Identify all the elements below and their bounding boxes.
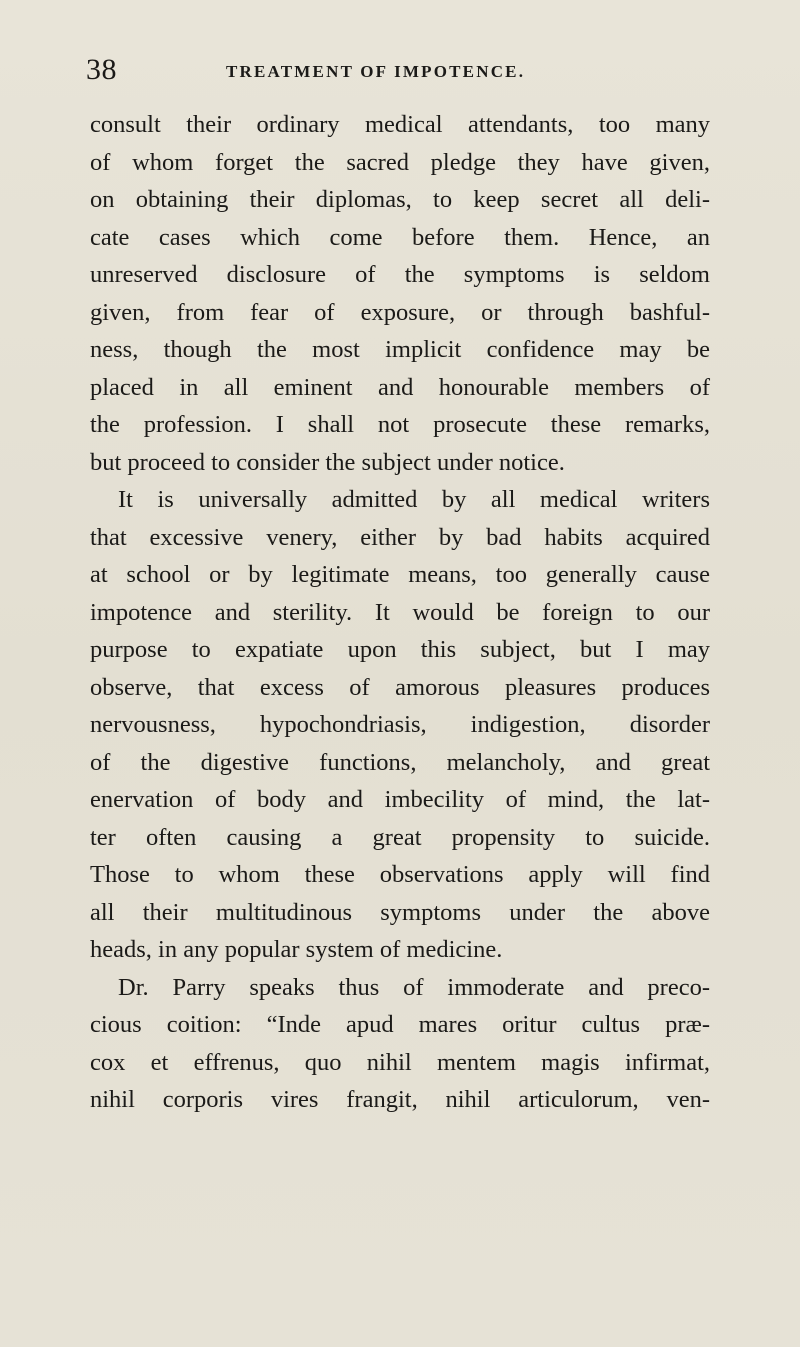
page-number: 38 (86, 53, 117, 86)
text-line: Those to whom these observations apply will find (90, 861, 710, 888)
text-line: nihil corporis vires frangit, nihil articulorum, ven- (90, 1086, 710, 1113)
text-line: the profession. I shall not prosecute these remarks, (90, 411, 710, 438)
text-line: of whom forget the sacred pledge they have given, (90, 148, 710, 176)
text-line: unreserved disclosure of the symptoms is seldom (90, 261, 710, 288)
text-line: of the digestive functions, melancholy, and great (90, 748, 710, 776)
text-line: that excessive venery, either by bad habits acquired (90, 523, 710, 551)
text-line: consult their ordinary medical attendants, too many (90, 111, 710, 138)
text-line: ter often causing a great propensity to suicide. (90, 823, 710, 851)
text-line: nervousness, hypochondriasis, indigestion, disorder (90, 711, 710, 738)
text-line: on obtaining their diplomas, to keep secret all deli- (90, 186, 710, 213)
text-line: all their multitudinous symptoms under the above (90, 898, 710, 926)
running-head (86, 52, 786, 92)
text-line: given, from fear of exposure, or through bashful- (90, 298, 710, 326)
text-line: enervation of body and imbecility of mind, the lat- (90, 786, 710, 813)
text-line: ness, though the most implicit confidence may be (90, 336, 710, 363)
paragraph-start-line: It is universally admitted by all medical writers (118, 486, 710, 513)
text-line: impotence and sterility. It would be foreign to our (90, 598, 710, 626)
paragraph-start-line: Dr. Parry speaks thus of immoderate and preco- (118, 973, 710, 1001)
paragraph-end-line: heads, in any popular system of medicine. (90, 936, 503, 963)
text-line: cox et effrenus, quo nihil mentem magis infirmat, (90, 1048, 710, 1076)
running-title: TREATMENT OF IMPOTENCE. (226, 62, 526, 81)
text-line: cate cases which come before them. Hence, an (90, 223, 710, 251)
paragraph-end-line: but proceed to consider the subject under notice. (90, 448, 565, 476)
text-line: observe, that excess of amorous pleasures produces (90, 673, 710, 701)
text-line: at school or by legitimate means, too generally cause (90, 561, 710, 588)
text-line: placed in all eminent and honourable members of (90, 373, 710, 401)
text-line: cious coition: “Inde apud mares oritur cultus præ- (90, 1011, 710, 1038)
body-text (90, 106, 710, 1119)
text-line: purpose to expatiate upon this subject, but I may (90, 636, 710, 663)
